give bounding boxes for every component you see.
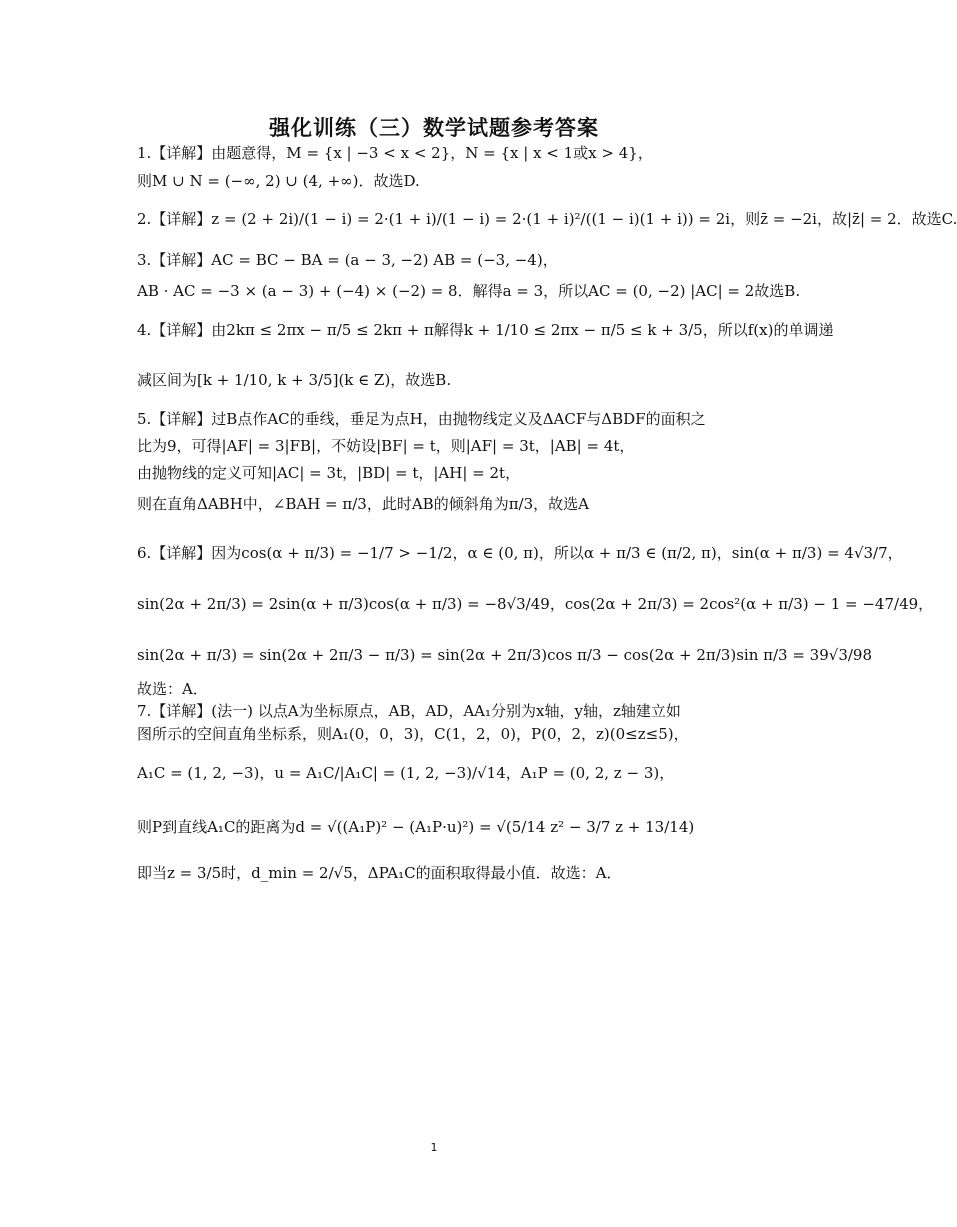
answer-2-line-1: 2.【详解】z = (2 + 2i)/(1 − i) = 2·(1 + i)/(1 − i) = 2·(1 + i)²/((1 − i)(1 + i)) = 2i，则z̄ = −2i，故|z̄| = 2．故选C.	[137, 210, 957, 228]
answer-7-line-4: 则P到直线A₁C的距离为d = √((A₁P)² − (A₁P·u)²) = √(5/14 z² − 3/7 z + 13/14)	[137, 818, 695, 836]
answer-7-line-2: 图所示的空间直角坐标系，则A₁(0，0，3)，C(1，2，0)，P(0，2，z)(0≤z≤5)，	[137, 725, 689, 743]
answer-5-line-1: 5.【详解】过B点作AC的垂线，垂足为点H，由抛物线定义及ΔACF与ΔBDF的面积之	[137, 410, 706, 428]
answer-4-line-1: 4.【详解】由2kπ ≤ 2πx − π/5 ≤ 2kπ + π解得k + 1/10 ≤ 2πx − π/5 ≤ k + 3/5，所以f(x)的单调递	[137, 321, 834, 339]
answer-4-line-2: 减区间为[k + 1/10, k + 3/5](k ∈ Z)，故选B.	[137, 371, 452, 389]
answer-5-line-4: 则在直角ΔABH中，∠BAH = π/3，此时AB的倾斜角为π/3，故选A	[137, 495, 589, 513]
page-number: 1	[430, 1141, 438, 1154]
answer-7-line-1: 7.【详解】(法一) 以点A为坐标原点，AB，AD，AA₁分别为x轴，y轴，z轴建立如	[137, 702, 681, 720]
answer-6-line-2: sin(2α + 2π/3) = 2sin(α + π/3)cos(α + π/3) = −8√3/49，cos(2α + 2π/3) = 2cos²(α + π/3) − 1 = −47/49，	[137, 595, 934, 613]
answer-7-line-5: 即当z = 3/5时，d_min = 2/√5，ΔPA₁C的面积取得最小值．故选：A．	[137, 864, 622, 882]
answer-7-line-3: A₁C = (1, 2, −3)，u = A₁C/|A₁C| = (1, 2, −3)/√14，A₁P = (0, 2, z − 3)，	[137, 764, 675, 782]
answer-6-line-3: sin(2α + π/3) = sin(2α + 2π/3 − π/3) = sin(2α + 2π/3)cos π/3 − cos(2α + 2π/3)sin π/3 = 39√3/98	[137, 646, 873, 664]
answer-3-line-1: 3.【详解】AC = BC − BA = (a − 3, −2) AB = (−3, −4)，	[137, 251, 558, 269]
answer-3-line-2: AB · AC = −3 × (a − 3) + (−4) × (−2) = 8．解得a = 3，所以AC = (0, −2) |AC| = 2故选B.	[137, 282, 801, 300]
answer-6-line-4: 故选：A．	[137, 680, 208, 698]
answer-5-line-2: 比为9，可得|AF| = 3|FB|，不妨设|BF| = t，则|AF| = 3t，|AB| = 4t，	[137, 437, 635, 455]
page-title: 强化训练（三）数学试题参考答案	[269, 116, 599, 140]
answer-1-line-1: 1.【详解】由题意得，M = {x | −3 < x < 2}，N = {x | x < 1或x > 4}，	[137, 144, 653, 162]
answer-1-line-2: 则M ∪ N = (−∞, 2) ∪ (4, +∞)．故选D.	[137, 172, 420, 190]
answer-5-line-3: 由抛物线的定义可知|AC| = 3t，|BD| = t，|AH| = 2t，	[137, 464, 521, 482]
answer-6-line-1: 6.【详解】因为cos(α + π/3) = −1/7 > −1/2，α ∈ (0, π)，所以α + π/3 ∈ (π/2, π)，sin(α + π/3) = 4√3/7，	[137, 544, 903, 562]
